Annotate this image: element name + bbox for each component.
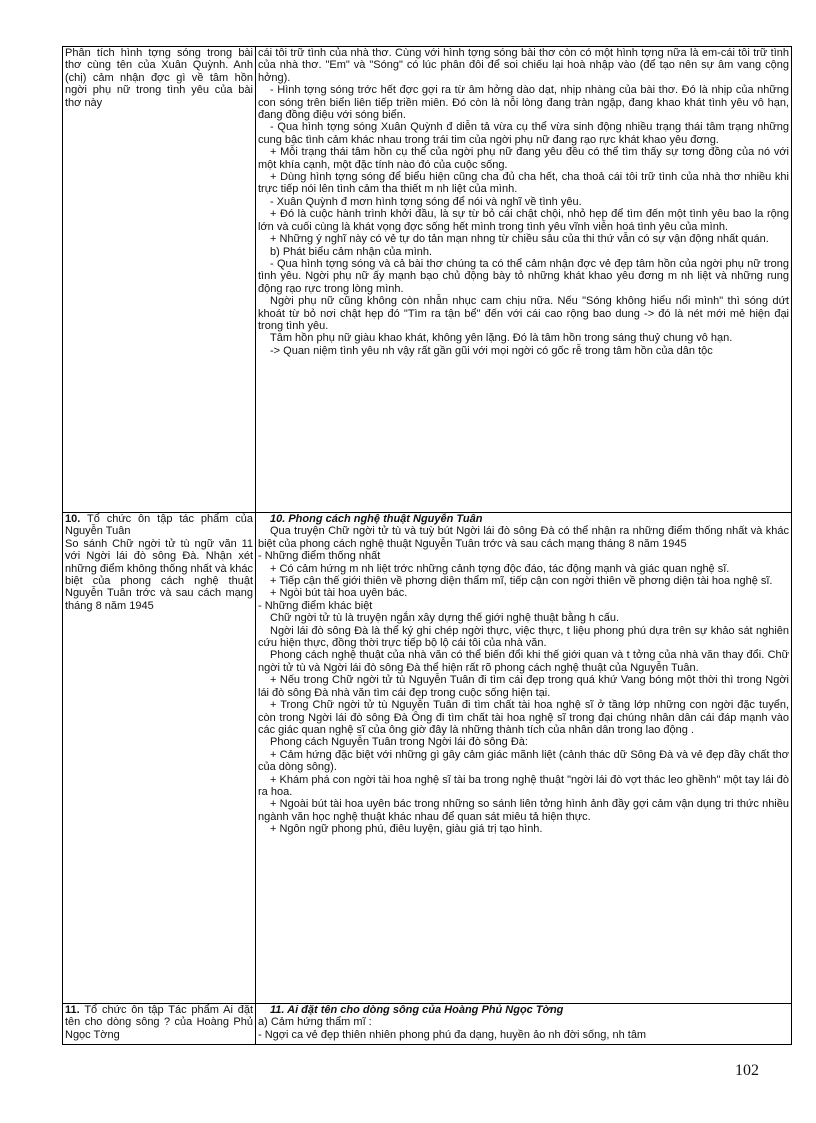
content-paragraph: + Trong Chữ ngời tử tù Nguyễn Tuân đi tìm chất tài hoa nghệ sĩ ở tầng lớp những con ngời đặc tuyển, còn trong Ngời lái đò sông Đà Ông đi tìm chất tài hoa nghệ sĩ trong đại chúng nhân dân cái đáp mạnh vào các giác quan nghệ sĩ của ông giờ đây là những thành tích của nhân dân trong lao động . (258, 699, 789, 736)
topic-text: Phân tích hình tợng sóng trong bài thơ cùng tên của Xuân Quỳnh. Anh (chị) cảm nhận đợc gì về tâm hồn ngời phụ nữ trong tình yêu của bài thơ này (65, 47, 253, 109)
topic-cell (63, 47, 256, 513)
table-row (63, 1004, 792, 1045)
content-paragraph: + Cảm hứng đặc biệt với những gì gây cảm giác mãnh liệt (cảnh thác dữ Sông Đà và vẻ đẹp đầy chất thơ của dòng sông). (258, 748, 789, 774)
topic-title (65, 1004, 253, 1041)
topic-clip (65, 1004, 253, 1044)
topic-number: 11. (65, 1004, 80, 1016)
topic-title (65, 513, 253, 538)
page-number: 102 (735, 1062, 759, 1079)
content-paragraph: - Những điểm thống nhất (258, 550, 381, 563)
content-paragraph: + Khám phá con ngời tài hoa nghệ sĩ tài ba trong nghệ thuật "ngời lái đò vợt thác leo ghềnh" một tay lái đò ra hoa. (258, 773, 789, 798)
content-paragraph: + Dùng hình tợng sóng để biểu hiện cũng cha đủ cha hết, cha thoả cái tôi trữ tình của nhà thơ nhiều khi trực tiếp nói lên tình cảm tha thiết m nh liệt của mình. (258, 171, 789, 196)
topic-text: Tổ chức ôn tập Tác phẩm Ai đặt tên cho dòng sông ? của Hoàng Phủ Ngọc Tờng (65, 1004, 253, 1041)
content-paragraph: Qua truyện Chữ ngời tử tù và tuỳ bút Ngời lái đò sông Đà có thể nhận ra những điểm thống nhất và khác biệt của phong cách nghệ thuật Nguyễn Tuân trớc và sau cách mạng tháng 8 năm 1945 (258, 525, 789, 550)
content-paragraph: + Ngôn ngữ phong phú, điêu luyện, giàu giá trị tạo hình. (270, 823, 543, 836)
content-paragraph: - Qua hình tợng sóng Xuân Quỳnh đ diễn tả vừa cụ thể vừa sinh động nhiều trạng thái tâm trạng những cung bậc tình cảm khác nhau trong trái tim của ngời phụ nữ đang rạo rực khát khao yêu đơng. (258, 121, 789, 146)
content-paragraph: cái tôi trữ tình của nhà thơ. Cùng với hình tợng sóng bài thơ còn có một hình tợng nữa là em-cái tôi trữ tình của nhà thơ. "Em" và "Sóng" có lúc phân đôi để soi chiếu lại hoà nhập vào (để tạo nên sự âm vang cộng hởng). (258, 47, 789, 84)
topic-cell (63, 513, 256, 1004)
content-cell (256, 1004, 792, 1045)
section-heading: 10. Phong cách nghệ thuật Nguyễn Tuân (270, 513, 483, 525)
content-paragraph: - Những điểm khác biệt (258, 599, 373, 612)
section-heading: 11. Ai đặt tên cho dòng sông của Hoàng Phủ Ngọc Tờng (270, 1004, 564, 1016)
content-paragraph: + Có cảm hứng m nh liệt trớc những cảnh tợng độc đáo, tác động mạnh và giác quan nghệ sĩ. (270, 562, 730, 575)
content-paragraph: + Tiếp cận thế giới thiên về phơng diện thẩm mĩ, tiếp cận con ngời thiên về phơng diện tài hoa nghệ sĩ. (270, 575, 773, 588)
content-clip (258, 1004, 789, 1044)
content-paragraph: - Hình tợng sóng trớc hết đợc gợi ra từ âm hởng dào dạt, nhịp nhàng của bài thơ. Đó là nhịp của những con sóng trên biển liên tiếp triền miên. Đó còn là nỗi lòng đang tràn ngập, đang khao khát tình yêu vô hạn, đang đồng điệu với sóng biển. (258, 84, 789, 122)
table-row (63, 513, 792, 1004)
topic-description: So sánh Chữ ngời tử tù ngữ văn 11 với Ngời lái đò sông Đà. Nhận xét những điểm không thống nhất và khác biệt của phong cách nghệ thuật Nguyễn Tuân trớc và sau cách mạng tháng 8 năm 1945 (65, 537, 253, 612)
content-paragraph: + Ngòi bút tài hoa uyên bác. (270, 587, 408, 600)
content-paragraph: - Qua hình tợng sóng và cả bài thơ chúng ta có thể cảm nhận đợc vẻ đẹp tâm hồn của ngời phụ nữ trong tình yêu. Ngời phụ nữ ấy mạnh bạo chủ động bày tỏ những khát khao yêu đơng m nh liệt và những rung động rạo rực trong lòng mình. (258, 257, 789, 295)
content-paragraph: Phong cách nghệ thuật của nhà văn có thể biến đổi khi thế giới quan và t tởng của nhà văn thay đổi. Chữ ngời tử tù và Ngời lái đò sông Đà thể hiện rất rõ phong cách nghệ thuật của Nguyễn Tuân. (258, 649, 789, 674)
content-paragraph: - Ngợi ca vẻ đẹp thiên nhiên phong phú đa dạng, huyền ảo nh đời sống, nh tâm (258, 1028, 647, 1041)
topic-cell (63, 1004, 256, 1045)
content-paragraph: Tâm hồn phụ nữ giàu khao khát, không yên lặng. Đó là tâm hồn trong sáng thuỷ chung vô hạn. (270, 332, 733, 345)
lesson-table (62, 46, 792, 1045)
content-paragraph: + Những ý nghĩ này có vẻ tự do tản mạn nhng từ chiều sâu của thi thứ vẫn có sự vận động nhất quán. (270, 233, 769, 246)
table-row (63, 47, 792, 513)
content-paragraph: -> Quan niệm tình yêu nh vậy rất gần gũi với mọi ngời có gốc rễ trong tâm hồn của dân tộc (270, 344, 713, 357)
content-paragraph: Ngời phụ nữ cũng không còn nhẫn nhục cam chịu nữa. Nếu "Sóng không hiểu nổi mình" thì sóng dứt khoát từ bỏ nơi chật hẹp đó "Tìm ra tận bể" đến với cái cao rộng bao dung -> đó là nét mới mẻ hiện đại trong tình yêu. (258, 295, 789, 332)
content-paragraph: Chữ ngời tử tù là truyện ngắn xây dựng thế giới nghệ thuật bằng h cấu. (270, 612, 620, 625)
content-paragraph: + Mỗi trạng thái tâm hồn cụ thể của ngời phụ nữ đang yêu đều có thể tìm thấy sự tơng đồng của nó với một khía cạnh, một đặc tính nào đó của cuộc sống. (258, 146, 789, 171)
content-paragraph: Phong cách Nguyễn Tuân trong Ngời lái đò sông Đà: (270, 736, 528, 749)
content-paragraph: + Nếu trong Chữ ngời tử tù Nguyễn Tuân đi tìm cái đẹp trong quá khứ Vang bóng một thời thì trong Ngời lái đò sông Đà nhà văn tìm cái đẹp trong cuộc sống hiện tại. (258, 674, 789, 699)
content-paragraph: - Xuân Quỳnh đ mơn hình tợng sóng để nói và nghĩ về tình yêu. (270, 195, 582, 208)
content-cell (256, 47, 792, 513)
content-paragraph: + Ngoài bút tài hoa uyên bác trong những so sánh liên tởng hình ảnh đầy gợi cảm vận dụng tri thức nhiều ngành văn học nghệ thuật khác nhau để quan sát miêu tả hiện thực. (258, 798, 789, 823)
content-subheading: a) Cảm hứng thẩm mĩ : (258, 1016, 372, 1029)
topic-text: Tổ chức ôn tập tác phẩm của Nguyễn Tuân (65, 513, 254, 538)
content-paragraph: + Đó là cuộc hành trình khởi đầu, là sự từ bỏ cái chật chội, nhỏ hẹp để tìm đến một tình yêu bao la rộng lớn và cuối cùng là khát vọng đợc sống hết mình trong tình yêu vĩnh viễn hoá tình yêu của mình. (258, 208, 789, 233)
content-subheading: b) Phát biểu cảm nhận của mình. (270, 245, 433, 258)
content-paragraph: Ngời lái đò sông Đà là thể ký ghi chép ngời thực, việc thực, t liệu phong phú dựa trên sự khảo sát nghiên cứu hiện thực, đồng thời trực tiếp bộ lộ cái tôi của nhà văn. (258, 624, 789, 650)
document-page (62, 46, 792, 1045)
content-cell (256, 513, 792, 1004)
topic-number: 10. (65, 513, 81, 525)
